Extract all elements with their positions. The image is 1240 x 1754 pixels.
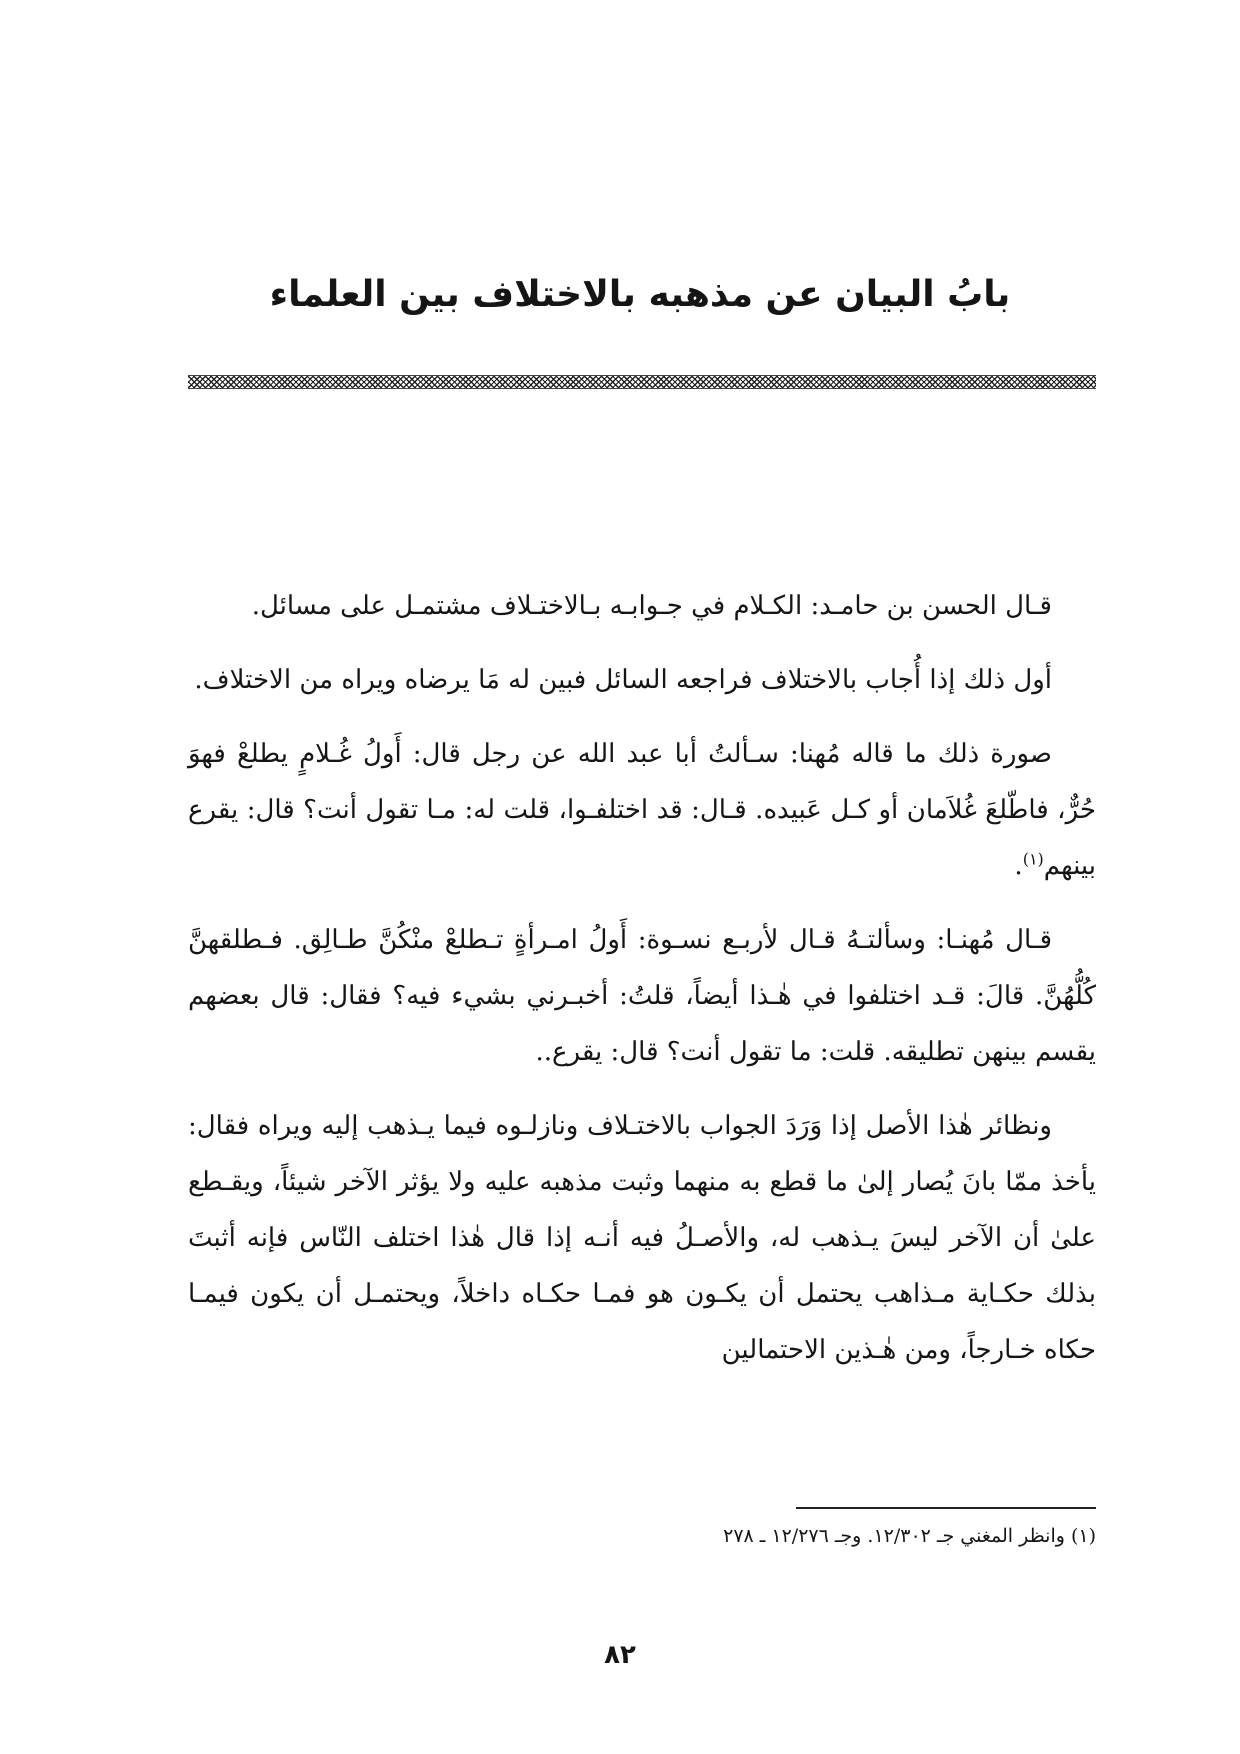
body-text	[188, 578, 1096, 1396]
paragraph-end-punctuation: .	[1014, 851, 1023, 881]
chapter-title: بابُ البيان عن مذهبه بالاختلاف بين العلماء	[269, 274, 1011, 315]
paragraph: أول ذلك إذا أُجاب بالاختلاف فراجعه السائل فبين له مَا يرضاه ويراه من الاختلاف.	[194, 665, 1052, 695]
paragraph: قـال الحسن بن حامـد: الكـلام في جـوابـه بـالاختـلاف مشتمـل على مسائل.	[251, 591, 1052, 621]
paragraph: قـال مُهنـا: وسألتـهُ قـال لأربـع نسـوة: أَولُ امـرأةٍ تـطلعْ منْكُنَّ طـالِق. فـطلقهنَّ كُلُّهُنَّ. قالَ: قـد اختلفوا في هٰـذا أيضاً، قلتُ: أخبـرني بشيء فيه؟ فقال: قال بعضهم يقسم بينهن تطليقه. قلت: ما تقول أنت؟ قال: يقرع..	[188, 925, 1096, 1067]
footnote-divider	[796, 1507, 1096, 1509]
page-number: ٨٢	[604, 1640, 636, 1670]
ornamental-divider	[188, 375, 1096, 389]
footnote: (١) وانظر المغني جـ ١٢/٣٠٢. وجـ ١٢/٢٧٦ ـ ٢٧٨	[723, 1525, 1096, 1547]
paragraph	[188, 726, 1096, 894]
paragraph: ونظائر هٰذا الأصل إذا وَرَدَ الجواب بالاختـلاف ونازلـوه فيما يـذهب إليه ويراه فقال: يأخذ ممّا بانَ يُصار إلىٰ ما قطع به منهما وثبت مذهبه عليه ولا يؤثر الآخر شيئاً، ويقـطع علىٰ أن الآخر ليسَ يـذهب له، والأصـلُ فيه أنـه إذا قال هٰذا اختلف النّاس فإنه أثبتَ بذلك حكـاية مـذاهب يحتمل أن يكـون هو فمـا حكـاه داخلاً، ويحتمـل أن يكون فيمـا حكاه خـارجاً، ومن هٰـذين الاحتمالين	[188, 1111, 1096, 1365]
footnote-marker: (١)	[1022, 849, 1044, 869]
paragraph-text: صورة ذلك ما قاله مُهنا: سـألتُ أبا عبد الله عن رجل قال: أَولُ غُـلامٍ يطلعْ فهوَ حُرٌّ، فاطّلعَ غُلاَمان أو كـل عَبيده. قـال: قد اختلفـوا، قلت له: مـا تقول أنت؟ قال: يقرع بينهم	[188, 739, 1096, 881]
